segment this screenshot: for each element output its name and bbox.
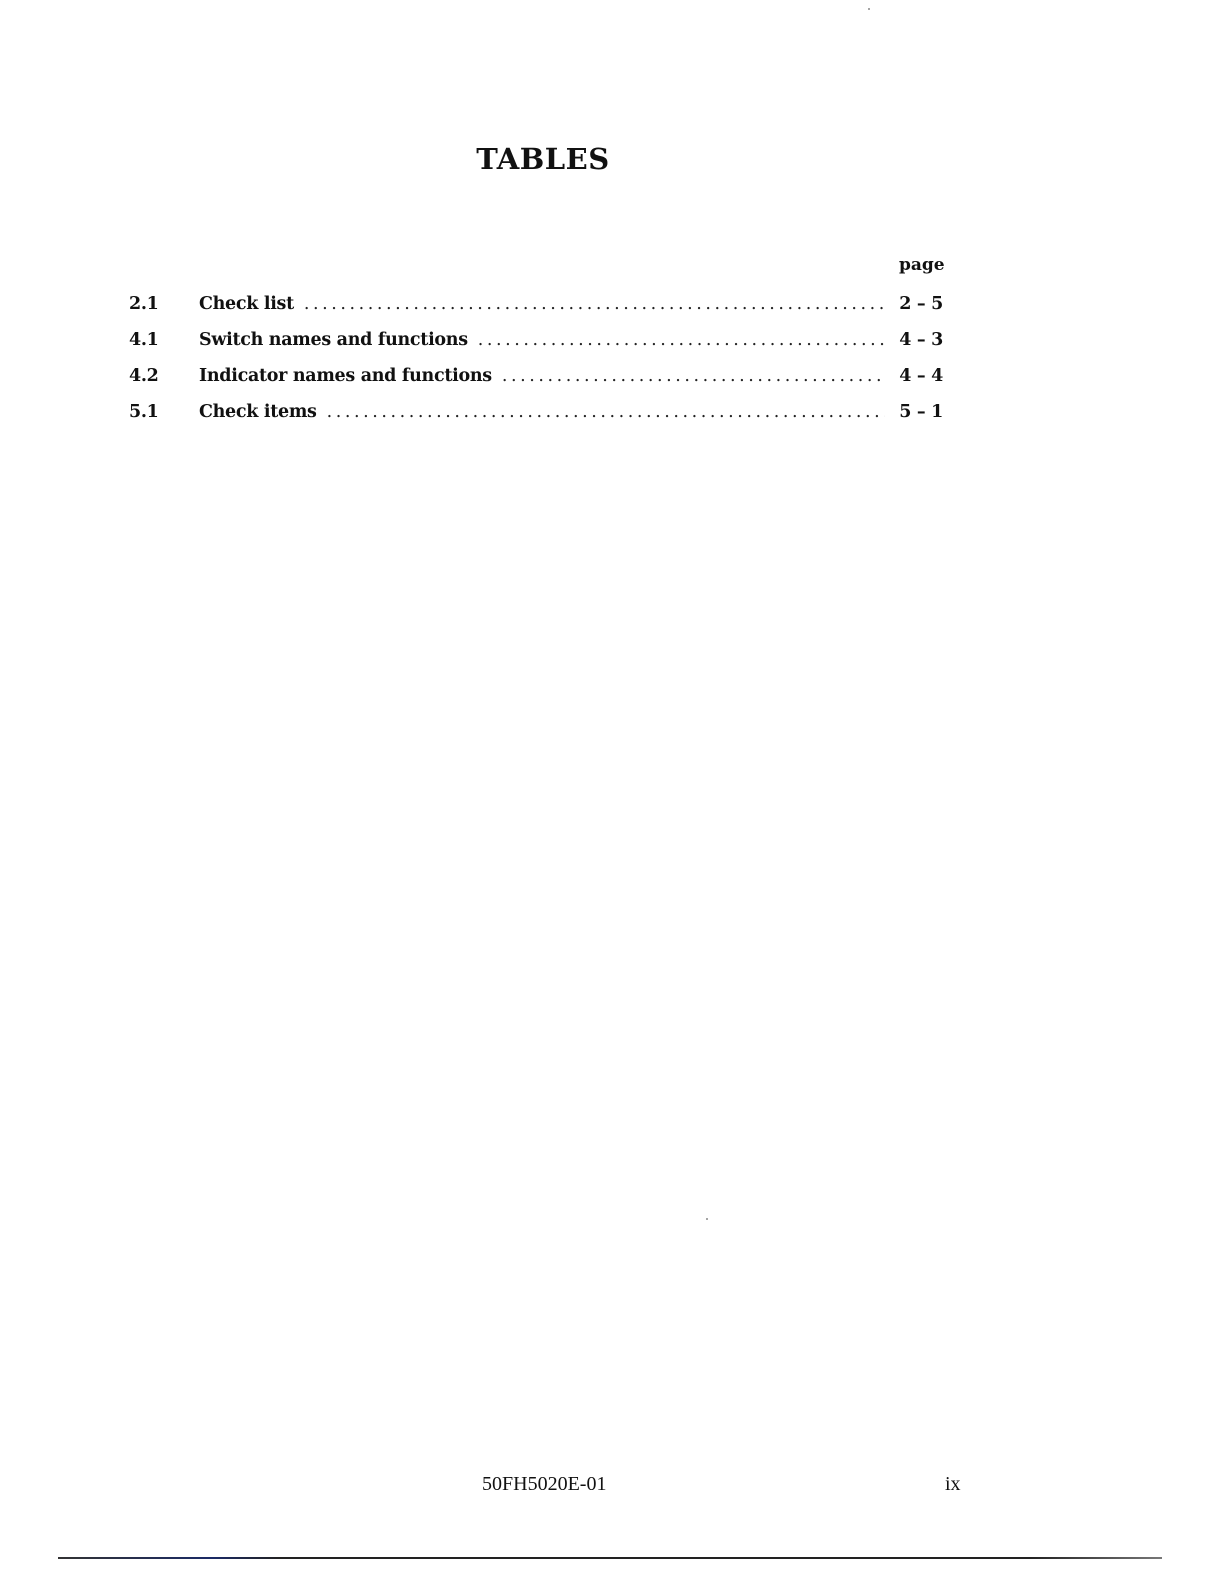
list-item (129, 330, 943, 366)
entry-title: Check list (199, 294, 294, 314)
entry-title: Switch names and functions (199, 330, 468, 350)
scan-speck (868, 8, 870, 10)
entry-page: 5 – 1 (899, 402, 943, 422)
entry-page: 2 – 5 (899, 294, 943, 314)
bottom-rule (58, 1557, 1162, 1559)
entry-page: 4 – 3 (899, 330, 943, 350)
entry-number: 4.1 (129, 330, 159, 350)
document-code: 50FH5020E-01 (482, 1473, 607, 1495)
entry-title: Check items (199, 402, 317, 422)
entry-page: 4 – 4 (899, 366, 943, 386)
dot-leader (502, 366, 885, 386)
scan-speck (706, 1218, 708, 1220)
entry-title: Indicator names and functions (199, 366, 492, 386)
list-item (129, 366, 943, 402)
page-number: ix (945, 1473, 961, 1495)
dot-leader (327, 402, 885, 422)
table-list (129, 294, 943, 438)
dot-leader (304, 294, 885, 314)
dot-leader (478, 330, 885, 350)
list-item (129, 294, 943, 330)
list-item (129, 402, 943, 438)
page-title: TABLES (476, 142, 610, 176)
entry-number: 4.2 (129, 366, 159, 386)
entry-number: 2.1 (129, 294, 159, 314)
page-column-header: page (899, 255, 945, 275)
entry-number: 5.1 (129, 402, 159, 422)
